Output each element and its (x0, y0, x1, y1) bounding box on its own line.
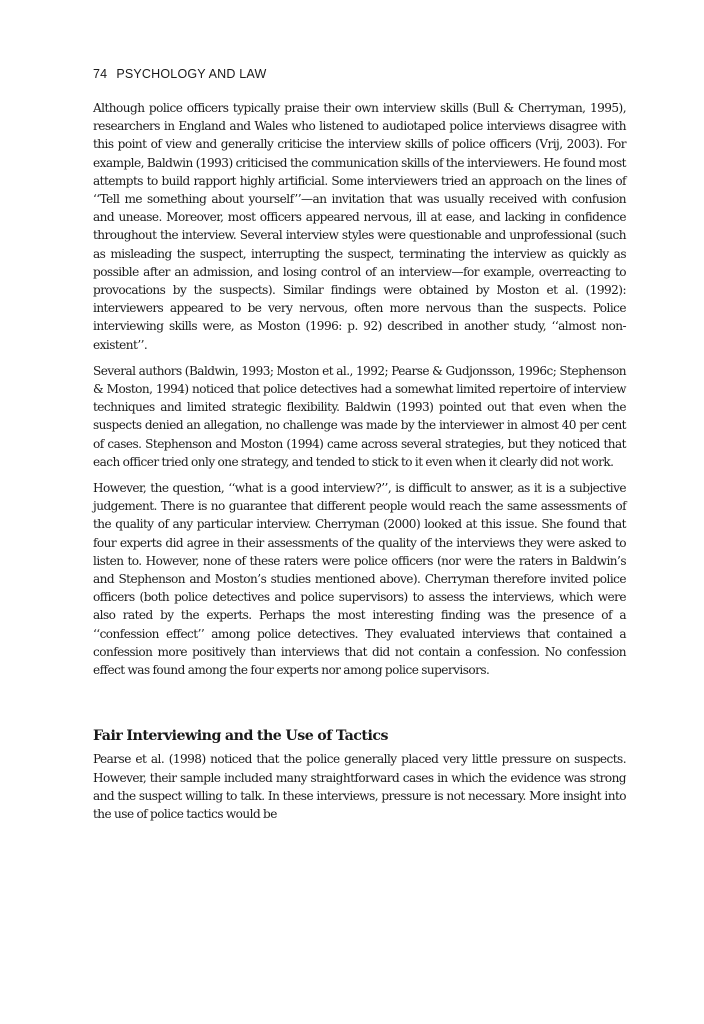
book-page (93, 0, 626, 1024)
section-heading: Fair Interviewing and the Use of Tactics (93, 728, 388, 745)
running-head (93, 67, 266, 81)
paragraph-good-interview: However, the question, ‘‘what is a good interview?’’, is difficult to answer, as it is a subjective judgement. There is no guarantee that different people would reach the same assessments of the quality of any particular interview. Cherryman (2000) looked at this issue. She found that four experts did agree in their assessments of the quality of the interviews they were asked to listen to. However, none of these raters were police officers (nor were the raters in Baldwin’s and Stephenson and Moston’s studies mentioned above). Cherryman therefore invited police officers (both police detectives and police supervisors) to assess the interviews, which were also rated by the experts. Perhaps the most interesting finding was the presence of a ‘‘confession effect’’ among police detectives. They evaluated interviews that contained a confession more positively than interviews that did not contain a confession. No confession effect was found among the four experts nor among police supervisors. (93, 481, 626, 678)
paragraph-interview-skills: Although police officers typically praise their own interview skills (Bull & Cherryman, 1995), researchers in England and Wales who listened to audiotaped police interviews disagree with this point of view and generally criticise the interview skills of police officers (Vrij, 2003). For example, Baldwin (1993) criticised the communication skills of the interviewers. He found most attempts to build rapport highly artificial. Some interviewers tried an approach on the lines of ‘‘Tell me something about yourself’’—an invitation that was usually received with confusion and unease. Moreover, most officers appeared nervous, ill at ease, and lacking in confidence throughout the interview. Several interview styles were questionable and unprofessional (such as misleading the suspect, interrupting the suspect, terminating the interview as quickly as possible after an admission, and losing control of an interview—for example, overreacting to provocations by the suspects). Similar findings were obtained by Moston et al. (1992): interviewers appeared to be very nervous, often more nervous than the suspects. Police interviewing skills were, as Moston (1996: p. 92) described in another study, ‘‘almost non-existent’’. (93, 101, 626, 352)
body-text (93, 99, 626, 823)
page-number: 74 (93, 67, 108, 81)
paragraph-limited-repertoire: Several authors (Baldwin, 1993; Moston et al., 1992; Pearse & Gudjonsson, 1996c; Stephenson & Moston, 1994) noticed that police detectives had a somewhat limited repertoire of interview techniques and limited strategic flexibility. Baldwin (1993) pointed out that even when the suspects denied an allegation, no challenge was made by the interviewer in almost 40 per cent of cases. Stephenson and Moston (1994) came across several strategies, but they noticed that each officer tried only one strategy, and tended to stick to it even when it clearly did not work. (93, 363, 626, 469)
paragraph-fair-interviewing: Pearse et al. (1998) noticed that the police generally placed very little pressure on suspects. However, their sample included many straightforward cases in which the evidence was strong and the suspect willing to talk. In these interviews, pressure is not necessary. More insight into the use of police tactics would be (93, 752, 626, 821)
running-head-title: PSYCHOLOGY AND LAW (116, 67, 267, 81)
